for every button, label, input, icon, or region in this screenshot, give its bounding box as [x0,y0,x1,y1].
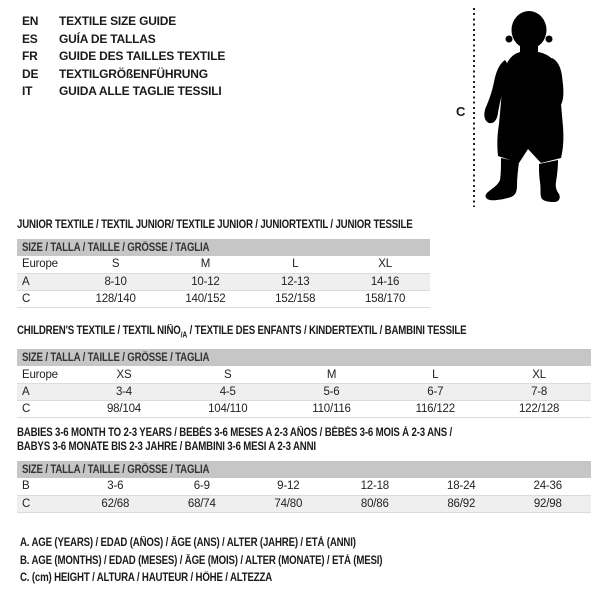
junior-section-title: JUNIOR TEXTILE / TEXTIL JUNIOR/ TEXTILE JUNIOR / JUNIORTEXTIL / JUNIOR TESSILE [17,219,413,231]
language-code: EN [22,14,39,28]
language-code: FR [22,49,38,63]
size-cell: 10-12 [161,273,251,290]
size-cell: 12-13 [250,273,340,290]
size-cell: 80/86 [332,495,418,512]
size-cell: 24-36 [505,478,592,495]
size-cell: 3-6 [72,478,158,495]
table-row-months [17,478,591,495]
footnotes [20,535,451,588]
row-label: C [17,400,72,417]
children-section [17,324,591,418]
row-label: C [17,495,72,512]
junior-section [17,218,430,308]
size-cell: 9-12 [245,478,331,495]
language-code: DE [22,66,39,81]
size-cell: 122/128 [487,400,591,417]
size-cell: 128/140 [71,290,161,307]
size-cell: 110/116 [280,400,384,417]
size-cell: 3-4 [72,383,176,400]
size-cell: 152/158 [250,290,340,307]
language-row [22,66,225,84]
size-cell: 7-8 [487,383,591,400]
language-row [22,13,225,31]
language-row [22,48,225,66]
children-section-title: CHILDREN'S TEXTILE / TEXTIL $NIÑO_{/A}$ / TEXTILE DES ENFANTS / KINDERTEXTIL / BAMBINI TESSILE [17,325,467,340]
language-label: GUÍA DE TALLAS [59,31,156,46]
size-cell: 6-7 [383,383,487,400]
table-row-age [17,383,591,400]
size-header-label: SIZE / TALLA / TAILLE / GRÖSSE / TAGLIA [22,463,210,476]
size-cell: 92/98 [505,495,592,512]
footnote-c: C. (cm) HEIGHT / ALTURA / HAUTEUR / HÖHE / ALTEZZA [20,572,273,584]
language-label: GUIDA ALLE TAGLIE TESSILI [59,84,222,98]
table-row-europe [17,256,430,273]
row-label: Europe [17,256,71,273]
language-row [22,83,225,101]
size-cell: L [383,366,487,383]
size-header-label: SIZE / TALLA / TAILLE / GRÖSSE / TAGLIA [22,351,210,364]
size-cell: M [280,366,384,383]
size-cell: 6-9 [159,478,245,495]
size-cell: XS [72,366,176,383]
size-cell: XL [487,366,591,383]
language-code: ES [22,31,38,46]
babies-section-title: BABIES 3-6 MONTH TO 2-3 YEARS / BEBÉS 3-6 MESES A 2-3 AÑOS / BÉBÉS 3-6 MOIS À 2-3 ANS / BABYS 3-6 MONATE BIS 2-3 JAHRE / BAMBINI 3-6 MESI A 2-3 ANNI [17,427,453,453]
row-label: A [17,383,72,400]
size-cell: M [161,256,251,273]
size-header-bar [17,461,591,478]
babies-section [17,426,591,513]
size-cell: 104/110 [176,400,280,417]
size-header-label: SIZE / TALLA / TAILLE / GRÖSSE / TAGLIA [22,241,210,254]
size-cell: 14-16 [340,273,430,290]
babies-size-table [17,461,591,513]
size-cell: 62/68 [72,495,158,512]
size-cell: 68/74 [159,495,245,512]
size-cell: 18-24 [418,478,504,495]
language-row [22,31,225,49]
size-cell: XL [340,256,430,273]
row-label: C [17,290,71,307]
language-code: IT [22,84,33,98]
size-cell: S [176,366,280,383]
size-cell: 74/80 [245,495,331,512]
table-row-height [17,290,430,307]
children-size-table [17,349,591,418]
size-header-bar [17,349,591,366]
table-row-age [17,273,430,290]
height-figure [448,0,600,214]
size-cell: 8-10 [71,273,161,290]
table-row-europe [17,366,591,383]
size-cell: 86/92 [418,495,504,512]
junior-size-table [17,239,430,308]
row-label: B [17,478,72,495]
height-dotted-line [473,8,475,207]
size-cell: L [250,256,340,273]
size-cell: 5-6 [280,383,384,400]
figure-label-c: C [456,104,466,119]
size-cell: 4-5 [176,383,280,400]
size-cell: 98/104 [72,400,176,417]
language-label: TEXTILGRÖßENFÜHRUNG [59,66,208,81]
language-label: GUIDE DES TAILLES TEXTILE [59,49,226,63]
language-header [22,13,225,101]
baby-silhouette-icon [483,10,567,206]
size-cell: 158/170 [340,290,430,307]
table-row-height [17,400,591,417]
footnote-a: A. AGE (YEARS) / EDAD (AÑOS) / ÂGE (ANS) / ALTER (JAHRE) / ETÀ (ANNI) [20,537,356,549]
size-header-bar [17,239,430,256]
row-label: Europe [17,366,72,383]
size-cell: S [71,256,161,273]
row-label: A [17,273,71,290]
footnote-b: B. AGE (MONTHS) / EDAD (MESES) / ÂGE (MOIS) / ALTER (MONATE) / ETÀ (MESI) [20,554,383,567]
size-cell: 116/122 [383,400,487,417]
language-label: TEXTILE SIZE GUIDE [59,14,177,28]
size-cell: 12-18 [332,478,418,495]
size-cell: 140/152 [161,290,251,307]
table-row-height [17,495,591,512]
